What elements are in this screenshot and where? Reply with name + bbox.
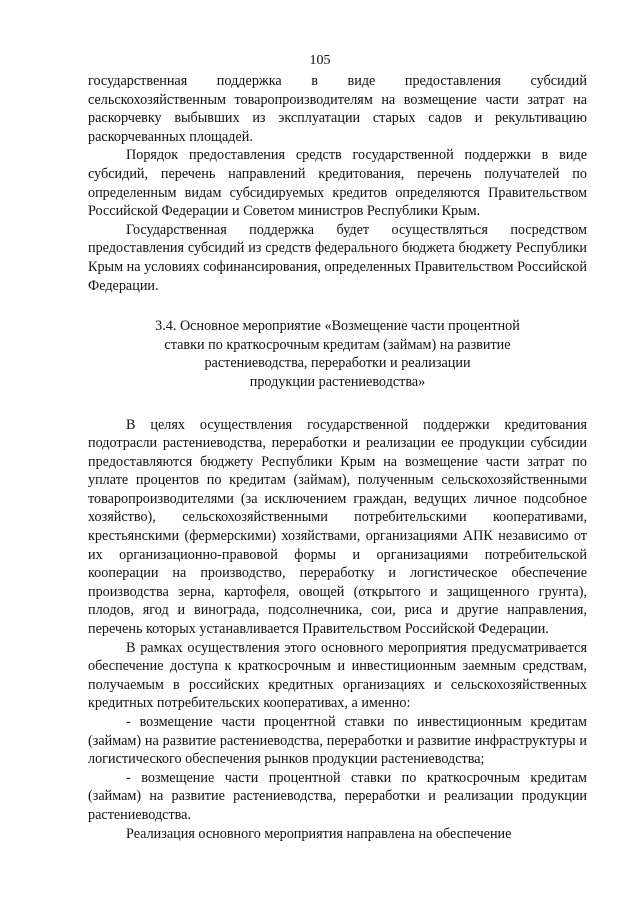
paragraph-support-procedure: Порядок предоставления средств государственной поддержки в виде субсидий, перечень направлений кредитования, перечень получателей по определенным видам субсидируемых кредитов определяются Правительством Российской Федерации и Советом министров Республики Крым.: [88, 147, 587, 220]
paragraph-credit-support-goals: В целях осуществления государственной поддержки кредитования подотрасли растениеводства, переработки и реализации ее продукции субсидии предоставляются бюджету Республики Крым на возмещение части затрат по уплате процентов по кредитам (займам), полученным сельскохозяйственными товаропроизводителями (за исключением граждан, ведущих личное подсобное хозяйство), сельскохозяйственными потребительскими кооперативами, крестьянскими (фермерскими) хозяйствами, организациями АПК независимо от их организационно-правовой формы и организациями потребительской кооперации на производство, переработку и логистическое обеспечение производства зерна, картофеля, овощей (открытого и защищенного грунта), плодов, ягод и винограда, подсолнечника, сои, риса и другие направления, перечень которых устанавливается Правительством Российской Федерации.: [88, 416, 587, 638]
list-item-investment-loans: - возмещение части процентной ставки по инвестиционным кредитам (займам) на развитие растениеводства, переработки и развитие инфраструктуры и логистического обеспечения рынков продукции растениеводства;: [88, 714, 587, 768]
document-body: [88, 72, 587, 843]
list-item-short-term-loans: - возмещение части процентной ставки по краткосрочным кредитам (займам) на развитие растениеводства, переработки и реализации продукции растениеводства.: [88, 769, 587, 823]
paragraph-implementation: Реализация основного мероприятия направлена на обеспечение: [126, 825, 512, 842]
heading-line: ставки по краткосрочным кредитам (займам) на развитие: [164, 336, 511, 353]
paragraph-subsidy-orchards: государственная поддержка в виде предоставления субсидий сельскохозяйственным товаропроизводителям на возмещение части затрат на раскорчевку выбывших из эксплуатации старых садов и рекультивацию раскорчеванных площадей.: [88, 73, 587, 145]
page-number: 105: [309, 53, 331, 68]
paragraph-activity-scope: В рамках осуществления этого основного мероприятия предусматривается обеспечение доступа к краткосрочным и инвестиционным заемным средствам, получаемым в российских кредитных организациях и сельскохозяйственных кредитных потребительских кооперативах, а именно:: [88, 639, 587, 712]
heading-line: продукции растениеводства»: [249, 373, 426, 390]
heading-line: 3.4. Основное мероприятие «Возмещение части процентной: [155, 318, 520, 335]
heading-line: растениеводства, переработки и реализации: [204, 355, 471, 372]
section-heading-3-4: [88, 317, 587, 391]
paragraph-federal-funding: Государственная поддержка будет осуществляться посредством предоставления субсидий из средств федерального бюджета бюджету Республики Крым на условиях софинансирования, определенных Правительством Российской Федерации.: [88, 221, 587, 294]
